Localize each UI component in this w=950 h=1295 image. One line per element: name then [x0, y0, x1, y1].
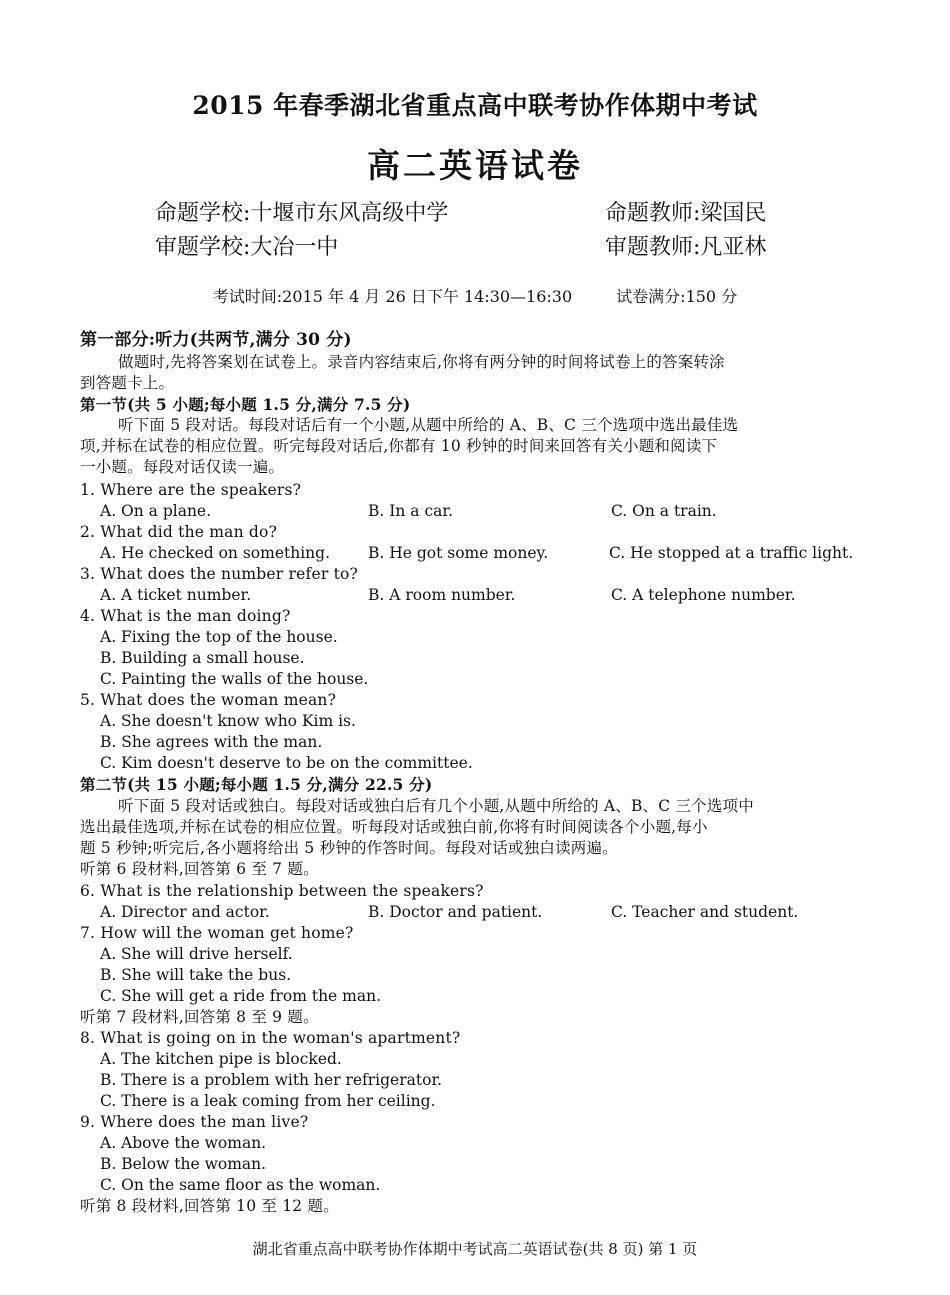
section2-title: 第二节(共 15 小题;每小题 1.5 分,满分 22.5 分): [80, 775, 433, 794]
full-score: 试卷满分:150 分: [616, 287, 738, 306]
question-1: 1. Where are the speakers?: [80, 481, 302, 499]
q9-option-a: A. Above the woman.: [100, 1134, 267, 1152]
part1-title: 第一部分:听力(共两节,满分 30 分): [80, 330, 352, 350]
section2-directions-line2: 选出最佳选项,并标在试卷的相应位置。听每段对话或独白前,你将有时间阅读各个小题,每小: [80, 818, 708, 836]
section1-directions-line2: 项,并标在试卷的相应位置。听完每段对话后,你都有 10 秒钟的时间来回答有关小题和阅读下: [80, 437, 718, 455]
q8-option-a: A. The kitchen pipe is blocked.: [100, 1050, 342, 1068]
material-8-note: 听第 8 段材料,回答第 10 至 12 题。: [80, 1197, 339, 1215]
reviewer-teacher: 审题教师:凡亚林: [605, 235, 767, 260]
exam-time: 考试时间:2015 年 4 月 26 日下午 14:30—16:30: [212, 287, 573, 306]
q7-option-c: C. She will get a ride from the man.: [100, 987, 381, 1005]
q6-option-b: B. Doctor and patient.: [368, 903, 543, 921]
section1-directions-line3: 一小题。每段对话仅读一遍。: [80, 458, 285, 476]
q3-option-a: A. A ticket number.: [100, 586, 252, 604]
q2-option-b: B. He got some money.: [368, 544, 549, 562]
q4-option-c: C. Painting the walls of the house.: [100, 670, 369, 688]
q7-option-b: B. She will take the bus.: [100, 966, 292, 984]
q9-option-b: B. Below the woman.: [100, 1155, 267, 1173]
q6-option-c: C. Teacher and student.: [611, 903, 799, 921]
question-6: 6. What is the relationship between the speakers?: [80, 882, 484, 900]
section2-directions-line1: 听下面 5 段对话或独白。每段对话或独白后有几个小题,从题中所给的 A、B、C 三个选项中: [118, 797, 754, 815]
q3-option-c: C. A telephone number.: [611, 586, 796, 604]
section1-directions-line1: 听下面 5 段对话。每段对话后有一个小题,从题中所给的 A、B、C 三个选项中选出最佳选: [118, 416, 739, 434]
q8-option-b: B. There is a problem with her refrigerator.: [100, 1071, 443, 1089]
question-3: 3. What does the number refer to?: [80, 565, 359, 583]
material-6-note: 听第 6 段材料,回答第 6 至 7 题。: [80, 860, 319, 878]
q2-option-c: C. He stopped at a traffic light.: [609, 544, 854, 562]
q1-option-c: C. On a train.: [611, 502, 717, 520]
q6-option-a: A. Director and actor.: [100, 903, 270, 921]
material-7-note: 听第 7 段材料,回答第 8 至 9 题。: [80, 1008, 319, 1026]
section2-directions-line3: 题 5 秒钟;听完后,各小题将给出 5 秒钟的作答时间。每段对话或独白读两遍。: [80, 839, 618, 857]
page-footer: 湖北省重点高中联考协作体期中考试高二英语试卷(共 8 页) 第 1 页: [252, 1240, 698, 1258]
part1-intro-line1: 做题时,先将答案划在试卷上。录音内容结束后,你将有两分钟的时间将试卷上的答案转涂: [118, 353, 725, 371]
question-7: 7. How will the woman get home?: [80, 924, 354, 942]
q8-option-c: C. There is a leak coming from her ceiling.: [100, 1092, 436, 1110]
q5-option-a: A. She doesn't know who Kim is.: [100, 712, 356, 730]
proposer-teacher: 命题教师:梁国民: [605, 201, 767, 226]
q7-option-a: A. She will drive herself.: [100, 945, 293, 963]
q3-option-b: B. A room number.: [368, 586, 516, 604]
exam-info: [0, 284, 950, 307]
q1-option-b: B. In a car.: [368, 502, 454, 520]
q5-option-b: B. She agrees with the man.: [100, 733, 323, 751]
question-8: 8. What is going on in the woman's apartment?: [80, 1029, 461, 1047]
q9-option-c: C. On the same floor as the woman.: [100, 1176, 381, 1194]
q1-option-a: A. On a plane.: [100, 502, 212, 520]
q2-option-a: A. He checked on something.: [100, 544, 330, 562]
paper-subtitle: 高二英语试卷: [367, 146, 583, 185]
section1-title: 第一节(共 5 小题;每小题 1.5 分,满分 7.5 分): [80, 395, 411, 414]
question-2: 2. What did the man do?: [80, 523, 278, 541]
question-5: 5. What does the woman mean?: [80, 691, 337, 709]
q5-option-c: C. Kim doesn't deserve to be on the committee.: [100, 754, 473, 772]
question-4: 4. What is the man doing?: [80, 607, 291, 625]
exam-title: 2015 年春季湖北省重点高中联考协作体期中考试: [192, 91, 758, 120]
q4-option-a: A. Fixing the top of the house.: [100, 628, 338, 646]
part1-intro-line2: 到答题卡上。: [80, 374, 175, 392]
reviewer-school: 审题学校:大冶一中: [155, 235, 339, 260]
proposer-school: 命题学校:十堰市东风高级中学: [155, 201, 449, 226]
question-9: 9. Where does the man live?: [80, 1113, 309, 1131]
q4-option-b: B. Building a small house.: [100, 649, 305, 667]
